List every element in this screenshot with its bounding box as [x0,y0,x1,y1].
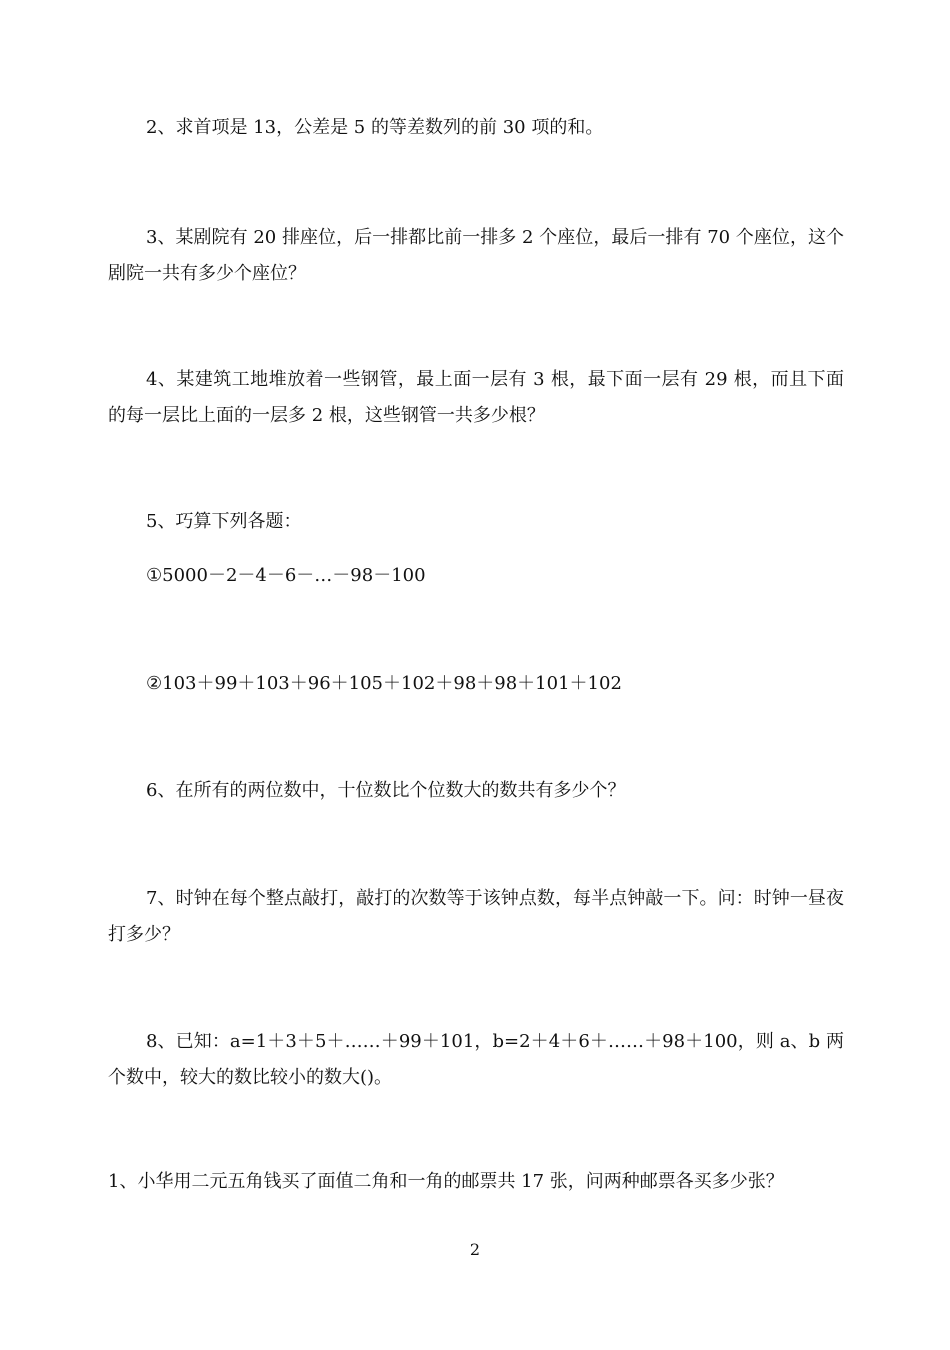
page-number: 2 [469,1240,481,1259]
problem-5-part-1: ①5000－2－4－6－…－98－100 [146,565,426,586]
problem-3: 3、某剧院有 20 排座位，后一排都比前一排多 2 个座位，最后一排有 70 个座位，这个剧院一共有多少个座位？ [108,227,844,284]
problem-5: 5、巧算下列各题： [146,511,302,532]
problem-8: 8、已知：a=1＋3＋5＋……＋99＋101，b=2＋4＋6＋……＋98＋100，则 a、b 两个数中，较大的数比较小的数大()。 [108,1031,844,1088]
problem-7: 7、时钟在每个整点敲打，敲打的次数等于该钟点数，每半点钟敲一下。问：时钟一昼夜打多少？ [108,888,844,945]
problem-4: 4、某建筑工地堆放着一些钢管，最上面一层有 3 根，最下面一层有 29 根，而且下面的每一层比上面的一层多 2 根，这些钢管一共多少根？ [108,369,844,426]
problem-2: 2、求首项是 13，公差是 5 的等差数列的前 30 项的和。 [146,117,604,138]
section-problem-1: 1、小华用二元五角钱买了面值二角和一角的邮票共 17 张，问两种邮票各买多少张？ [108,1171,784,1192]
problem-5-part-2: ②103＋99＋103＋96＋105＋102＋98＋98＋101＋102 [146,673,622,694]
problem-6: 6、在所有的两位数中，十位数比个位数大的数共有多少个？ [146,780,626,801]
